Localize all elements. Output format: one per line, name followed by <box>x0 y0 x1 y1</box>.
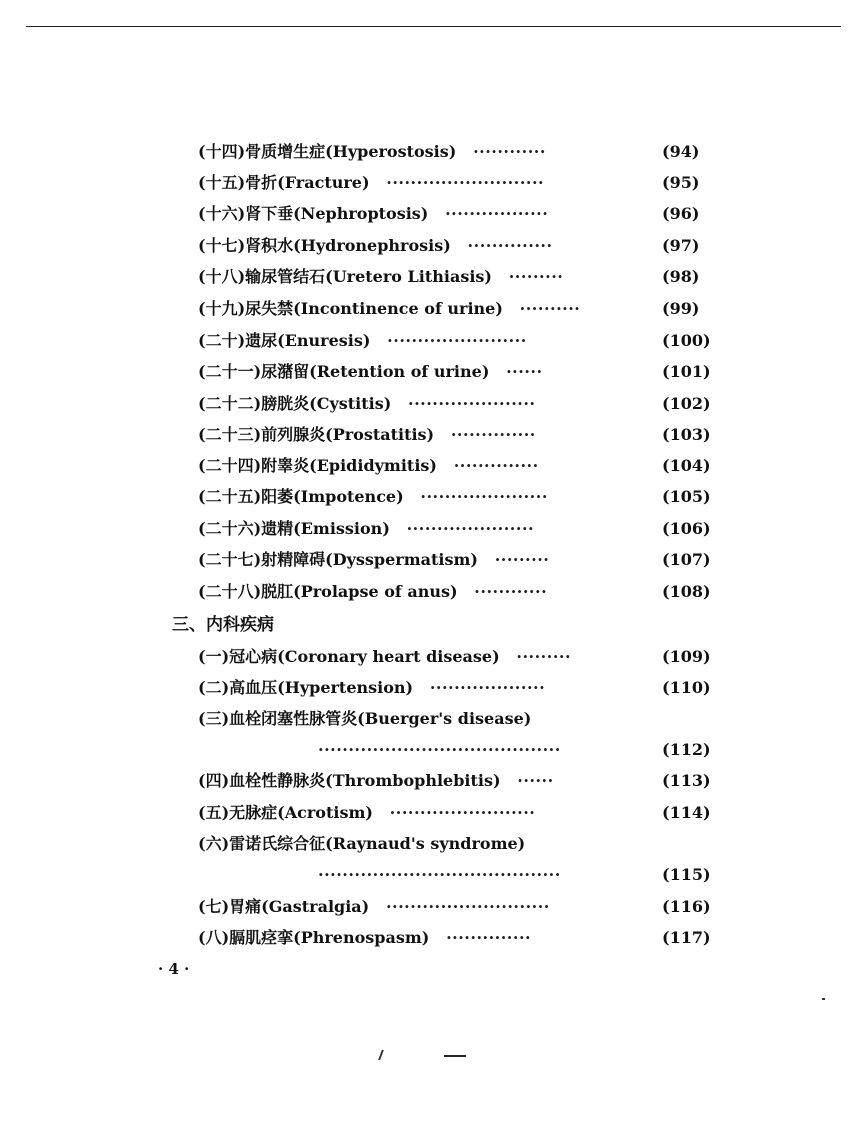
leader-dots: ·············· <box>446 928 532 947</box>
toc-entry <box>198 579 711 605</box>
section-heading: 三、内科疾病 <box>172 615 274 635</box>
toc-entry-title: (二十三)前列腺炎(Prostatitis) <box>198 425 435 444</box>
toc-entry-page: (96) <box>662 204 700 223</box>
toc-entry-title: (十八)输尿管结石(Uretero Lithiasis) <box>198 267 492 286</box>
toc-entry-page: (94) <box>662 142 700 161</box>
leader-dots: ············ <box>474 582 548 601</box>
toc-entry <box>198 894 711 920</box>
leader-dots: ········· <box>508 267 564 286</box>
leader-dots: ··················· <box>429 678 546 697</box>
toc-entry-page: (101) <box>662 362 711 381</box>
toc-entry <box>198 359 711 385</box>
leader-dots: ······ <box>517 771 554 790</box>
toc-entry-title: (二十一)尿潴留(Retention of urine) <box>198 362 490 381</box>
toc-entry-page: (114) <box>662 803 711 822</box>
leader-dots: ······ <box>506 362 543 381</box>
toc-entry <box>198 170 700 196</box>
leader-dots: ························ <box>389 803 536 822</box>
toc-entry <box>198 391 711 417</box>
toc-entry-title-wrapped: (三)血栓闭塞性脉管炎(Buerger's disease) <box>198 709 532 728</box>
toc-entry-page: (109) <box>662 647 711 666</box>
toc-entry-page: (113) <box>662 771 711 790</box>
toc-entry-title: (二十五)阳萎(Impotence) <box>198 487 404 506</box>
toc-entry <box>198 925 711 951</box>
toc-entry-page: (117) <box>662 928 711 947</box>
toc-entry <box>198 516 711 542</box>
toc-entry-title: (五)无脉症(Acrotism) <box>198 803 373 822</box>
toc-entry-page: (103) <box>662 425 711 444</box>
toc-entry-continuation <box>318 862 711 888</box>
toc-entry-title: (十六)肾下垂(Nephroptosis) <box>198 204 429 223</box>
toc-entry <box>198 644 711 670</box>
toc-entry-page: (95) <box>662 173 700 192</box>
scan-mark <box>378 1050 384 1060</box>
toc-entry-title: (二十四)附睾炎(Epididymitis) <box>198 456 437 475</box>
toc-entry <box>198 800 711 826</box>
leader-dots: ·············· <box>467 236 553 255</box>
toc-entry <box>198 264 700 290</box>
toc-entry <box>198 296 700 322</box>
toc-entry-page: (112) <box>662 740 711 759</box>
toc-entry-page: (98) <box>662 267 700 286</box>
toc-entry-page: (116) <box>662 897 711 916</box>
toc-entry <box>198 453 711 479</box>
toc-entry-page: (100) <box>662 331 711 350</box>
leader-dots: ·························· <box>386 173 545 192</box>
toc-entry <box>198 201 700 227</box>
toc-entry-title-wrapped: (六)雷诺氏综合征(Raynaud's syndrome) <box>198 834 526 853</box>
leader-dots: ····················· <box>408 394 536 413</box>
leader-dots: ········· <box>516 647 572 666</box>
toc-entry-page: (110) <box>662 678 711 697</box>
leader-dots: ········· <box>494 550 550 569</box>
scan-mark <box>822 998 825 1000</box>
toc-entry-title: (十五)骨折(Fracture) <box>198 173 370 192</box>
toc-entry-title: (十七)肾积水(Hydronephrosis) <box>198 236 451 255</box>
toc-entry-page: (107) <box>662 550 711 569</box>
toc-entry-title: (十四)骨质增生症(Hyperostosis) <box>198 142 457 161</box>
toc-entry <box>198 768 711 794</box>
toc-entry-title: (二十七)射精障碍(Dysspermatism) <box>198 550 478 569</box>
leader-dots: ················· <box>445 204 549 223</box>
leader-dots: ·············· <box>450 425 536 444</box>
leader-dots: ····················· <box>406 519 535 538</box>
toc-entry <box>198 139 700 165</box>
toc-entry-title: (二十八)脱肛(Prolapse of anus) <box>198 582 458 601</box>
toc-entry-page: (104) <box>662 456 711 475</box>
toc-entry-continuation <box>318 737 711 763</box>
toc-entry-title: (八)膈肌痉挛(Phrenospasm) <box>198 928 430 947</box>
toc-entry <box>198 675 711 701</box>
toc-entry-page: (106) <box>662 519 711 538</box>
top-rule <box>26 26 841 27</box>
toc-entry-page: (115) <box>662 865 711 884</box>
toc-entry-page: (102) <box>662 394 711 413</box>
toc-entry-page: (99) <box>662 299 700 318</box>
toc-entry-title: (七)胃痛(Gastralgia) <box>198 897 370 916</box>
leader-dots: ········································ <box>318 865 561 884</box>
leader-dots: ········································ <box>318 740 561 759</box>
toc-entry-title: (二十)遗尿(Enuresis) <box>198 331 371 350</box>
toc-entry-page: (105) <box>662 487 711 506</box>
leader-dots: ····················· <box>420 487 548 506</box>
page-number: · 4 · <box>158 960 190 978</box>
leader-dots: ··························· <box>385 897 550 916</box>
toc-entry <box>198 422 711 448</box>
scan-mark <box>444 1055 466 1057</box>
toc-entry <box>198 484 711 510</box>
toc-entry-title: (十九)尿失禁(Incontinence of urine) <box>198 299 503 318</box>
toc-entry <box>198 328 711 354</box>
toc-entry-title: (二)高血压(Hypertension) <box>198 678 414 697</box>
toc-entry-page: (108) <box>662 582 711 601</box>
leader-dots: ·········· <box>519 299 581 318</box>
toc-entry <box>198 547 711 573</box>
toc-entry <box>198 233 700 259</box>
leader-dots: ······················· <box>387 331 527 350</box>
toc-entry-page: (97) <box>662 236 700 255</box>
leader-dots: ·············· <box>453 456 539 475</box>
toc-entry-title: (二十二)膀胱炎(Cystitis) <box>198 394 392 413</box>
toc-entry-title: (四)血栓性静脉炎(Thrombophlebitis) <box>198 771 501 790</box>
toc-entry-title: (一)冠心病(Coronary heart disease) <box>198 647 500 666</box>
leader-dots: ············ <box>473 142 546 161</box>
toc-entry-title: (二十六)遗精(Emission) <box>198 519 390 538</box>
